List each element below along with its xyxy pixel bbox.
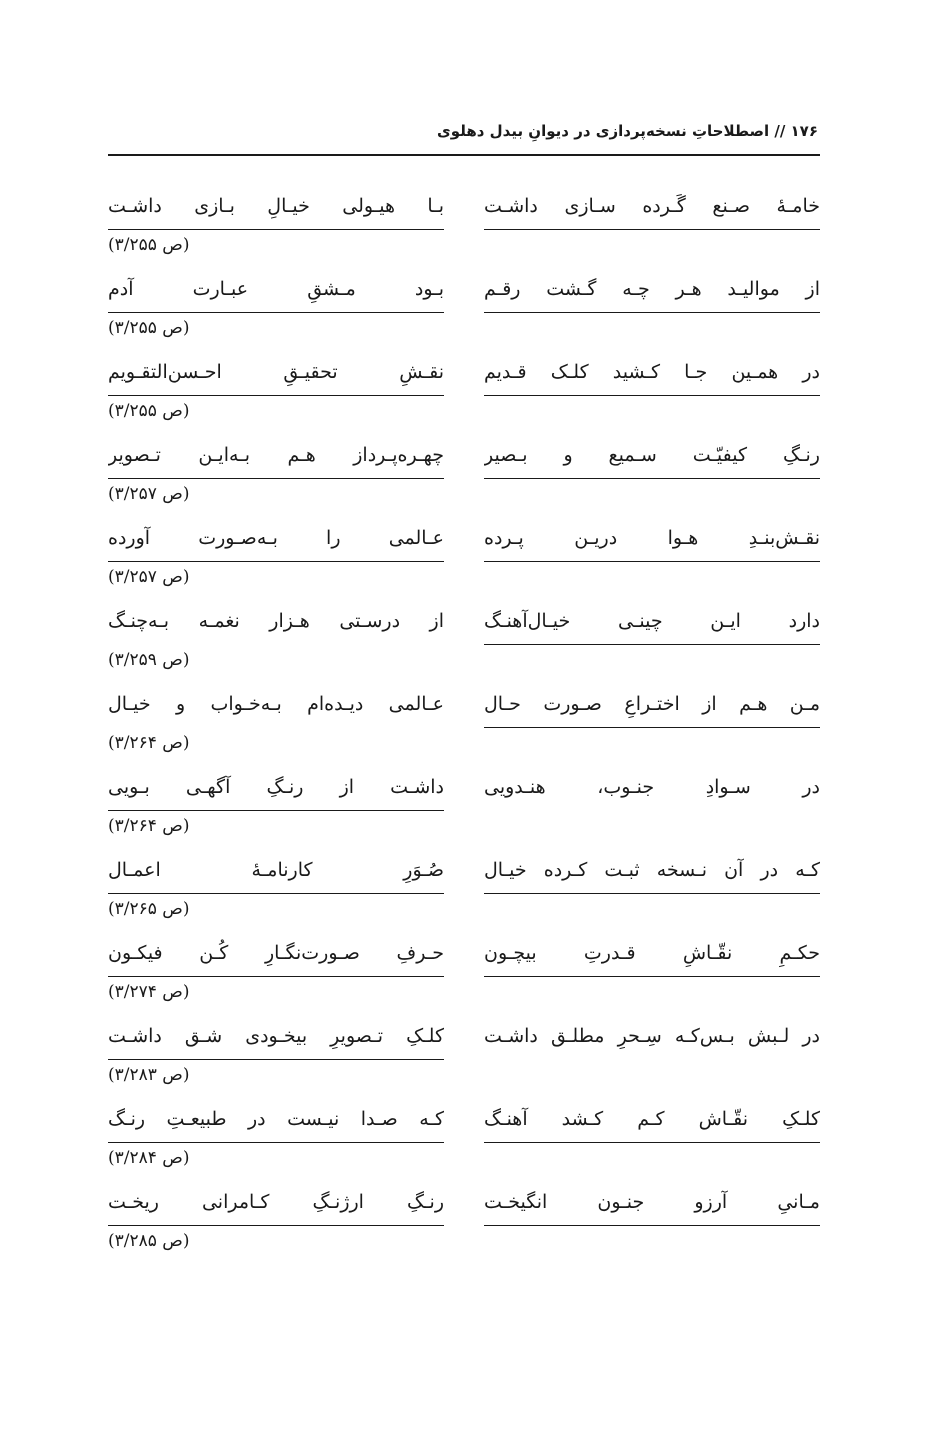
hemistich-second: بـود مـشقِ عبـارت آدم: [108, 269, 444, 313]
hemistich-second: نقـشِ تحقیـقِ احـسن‌التقـویم: [108, 352, 444, 396]
couplet: [108, 518, 820, 601]
hemistich-second: چهـره‌پـرداز هـم بـه‌ایـن تـصویر: [108, 435, 444, 479]
hemistich-first: نقـش‌بنـدِ هـوا دریـن پـرده: [484, 518, 820, 562]
hemistich-first: در همـین جـا کـشید کلـک قـدیم: [484, 352, 820, 396]
page-reference: (ص ۳/۲۵۵): [108, 401, 190, 421]
verse-list: [108, 186, 820, 1265]
hemistich-second: عـالمی دیـده‌ام بـه‌خـواب و خیـال: [108, 693, 444, 715]
hemistich-second: صُـوَرِ کارنامـهٔ اعمـال: [108, 850, 444, 894]
couplet: [108, 352, 820, 435]
hemistich-second: رنـگِ ارژنـگِ کـامرانی ریخـت: [108, 1182, 444, 1226]
hemistich-first: در سـوادِ جنـوب، هنـدویی: [484, 776, 820, 798]
hemistich-first: کـه در آن نـسخه ثبـت کـرده خیـال: [484, 850, 820, 894]
hemistich-first: مـن هـم از اختـراعِ صـورت حـال: [484, 684, 820, 728]
couplet: [108, 1182, 820, 1265]
hemistich-second: داشـت از رنـگِ آگهـی بـویی: [108, 767, 444, 811]
page-reference: (ص ۳/۲۸۵): [108, 1231, 190, 1251]
page-reference: (ص ۳/۲۶۴): [108, 816, 190, 836]
couplet: [108, 269, 820, 352]
hemistich-first: کلـکِ نقّـاش کـم کـشد آهنـگ: [484, 1099, 820, 1143]
hemistich-first: در لـبش بـس‌کـه سِـحرِ مطلـق داشـت: [484, 1025, 820, 1047]
page-reference: (ص ۳/۲۶۵): [108, 899, 190, 919]
hemistich-first: حکـمِ نقّـاشِ قـدرتِ بیچـون: [484, 933, 820, 977]
couplet: [108, 601, 820, 684]
page-reference: (ص ۳/۲۸۴): [108, 1148, 190, 1168]
couplet: [108, 186, 820, 269]
hemistich-second: بـا هیـولی خیـالِ بـازی داشـت: [108, 186, 444, 230]
couplet: [108, 1099, 820, 1182]
couplet: [108, 684, 820, 767]
hemistich-first: از موالیـد هـر چـه گـشت رقـم: [484, 269, 820, 313]
page-reference: (ص ۳/۲۵۷): [108, 484, 190, 504]
page-reference: (ص ۳/۲۷۴): [108, 982, 190, 1002]
couplet: [108, 767, 820, 850]
hemistich-first: مـانیِ آرزو جنـون انگیخـت: [484, 1182, 820, 1226]
hemistich-second: حـرفِ صـورت‌نگـارِ کُـن فیکـون: [108, 933, 444, 977]
couplet: [108, 435, 820, 518]
hemistich-first: رنـگِ کیفیّـت سـمیع و بـصیر: [484, 435, 820, 479]
running-head: ۱۷۶ // اصطلاحاتِ نسخه‌پردازی در دیوانِ بیدل دهلوی: [437, 122, 818, 140]
page-reference: (ص ۳/۲۵۹): [108, 650, 190, 670]
hemistich-second: کـه صـدا نیـست در طبیعـتِ رنـگ: [108, 1099, 444, 1143]
hemistich-first: خامـهٔ صـنع گَـرده سـازی داشـت: [484, 186, 820, 230]
couplet: [108, 850, 820, 933]
page-header: [108, 118, 820, 156]
page-reference: (ص ۳/۲۵۵): [108, 235, 190, 255]
couplet: [108, 1016, 820, 1099]
hemistich-second: عـالمی را بـه‌صـورت آورده: [108, 518, 444, 562]
page-reference: (ص ۳/۲۶۴): [108, 733, 190, 753]
page-reference: (ص ۳/۲۵۷): [108, 567, 190, 587]
hemistich-first: دارد ایـن چینـی خیـال‌آهنـگ: [484, 601, 820, 645]
page-reference: (ص ۳/۲۵۵): [108, 318, 190, 338]
couplet: [108, 933, 820, 1016]
hemistich-second: از درسـتی هـزار نغمـه بـه‌چنـگ: [108, 610, 444, 632]
page-reference: (ص ۳/۲۸۳): [108, 1065, 190, 1085]
hemistich-second: کلـکِ تـصویرِ بیخـودی شـق داشـت: [108, 1016, 444, 1060]
